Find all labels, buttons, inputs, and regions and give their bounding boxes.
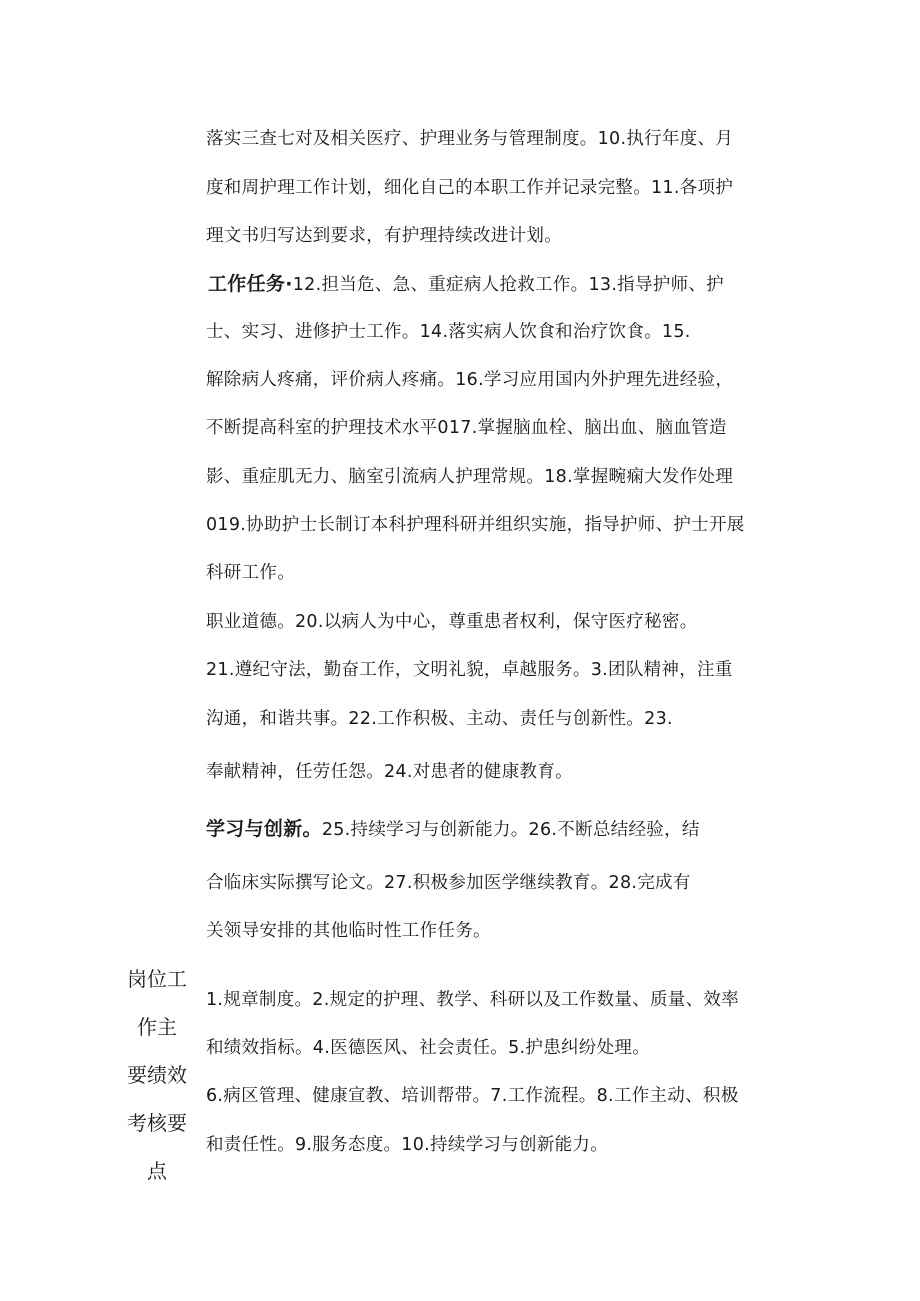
side-label-line: 作主 (137, 1015, 177, 1039)
text-line: 和责任性。9.服务态度。10.持续学习与创新能力。 (206, 1135, 609, 1155)
side-label-line: 点 (147, 1159, 167, 1183)
side-label-line: 岗位工 (127, 967, 187, 991)
text-line: 奉献精神，任劳任怨。24.对患者的健康教育。 (206, 762, 573, 782)
text-line (206, 817, 700, 842)
text-line: 士、实习、进修护士工作。14.落实病人饮食和治疗饮食。15. (206, 322, 691, 342)
line-text: 12.担当危、急、重症病人抢救工作。13.指导护师、护 (292, 275, 724, 295)
text-line: 职业道德。20.以病人为中心，尊重患者权利，保守医疗秘密。 (206, 612, 698, 632)
text-line: 影、重症肌无力、脑室引流病人护理常规。18.掌握畹痫大发作处理 (206, 467, 734, 487)
text-line: 1.规章制度。2.规定的护理、教学、科研以及工作数量、质量、效率 (206, 990, 739, 1010)
text-line: 21.遵纪守法，勤奋工作，文明礼貌，卓越服务。3.团队精神，注重 (206, 660, 733, 680)
text-line: 沟通，和谐共事。22.工作积极、主动、责任与创新性。23. (206, 709, 673, 729)
text-line: 落实三查七对及相关医疗、护理业务与管理制度。10.执行年度、月 (206, 129, 734, 149)
text-line: 度和周护理工作计划，细化自己的本职工作并记录完整。11.各项护 (206, 178, 734, 198)
text-line: 和绩效指标。4.医德医风、社会责任。5.护患纠纷处理。 (206, 1038, 650, 1058)
text-line: 关领导安排的其他临时性工作任务。 (206, 921, 491, 941)
section-heading: 学习与创新。 (206, 818, 322, 840)
side-label-line: 考核要 (127, 1111, 187, 1135)
text-line (208, 272, 724, 297)
text-line: 019.协助护士长制订本科护理科研并组织实施，指导护师、护士开展 (206, 515, 745, 535)
text-line: 6.病区管理、健康宣教、培训帮带。7.工作流程。8.工作主动、积极 (206, 1086, 739, 1106)
text-line: 理文书归写达到要求，有护理持续改进计划。 (206, 226, 562, 246)
text-line: 科研工作。 (206, 563, 295, 583)
section-heading: 工作任务· (208, 273, 293, 295)
line-text: 25.持续学习与创新能力。26.不断总结经验，结 (321, 820, 700, 840)
text-line: 解除病人疼痛，评价病人疼痛。16.学习应用国内外护理先进经验， (206, 370, 734, 390)
side-label-line: 要绩效 (127, 1063, 187, 1087)
text-line: 合临床实际撰写论文。27.积极参加医学继续教育。28.完成有 (206, 873, 691, 893)
text-line: 不断提高科室的护理技术水平017.掌握脑血栓、脑出血、脑血管造 (206, 418, 727, 438)
